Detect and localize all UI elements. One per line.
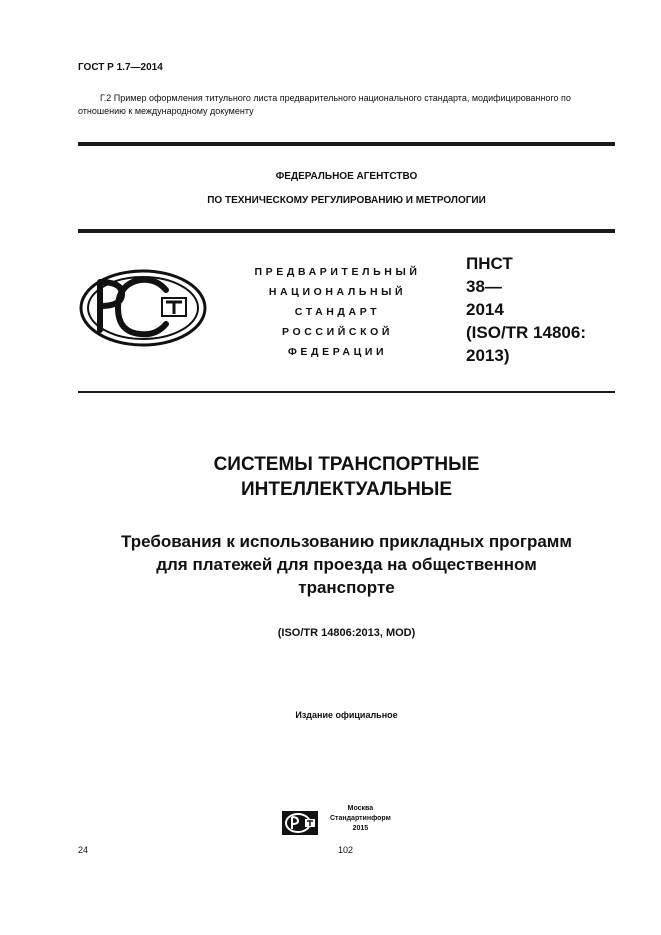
edition-label: Издание официальное (295, 710, 398, 720)
title-line-1: СИСТЕМЫ ТРАНСПОРТНЫЕ (213, 454, 480, 475)
agency-line-1: ФЕДЕРАЛЬНОЕ АГЕНТСТВО (275, 171, 418, 182)
designation-line-1: ПНСТ (466, 254, 513, 273)
designation-line-2: 38— (466, 277, 502, 296)
status-line-2: НАЦИОНАЛЬНЫЙ (268, 286, 407, 298)
agency-line-2: ПО ТЕХНИЧЕСКОМУ РЕГУЛИРОВАНИЮ И МЕТРОЛОГИИ (207, 195, 486, 206)
publisher-name: Стандартинформ (330, 815, 391, 822)
subtitle-line-2: для платежей для проезда на общественном (156, 555, 537, 574)
document-title (78, 452, 615, 502)
subtitle-line-3: транспорте (298, 578, 395, 597)
designation-line-3: 2014 (466, 300, 504, 319)
modification-note: (ISO/TR 14806:2013, MOD) (277, 627, 416, 639)
status-line-5: ФЕДЕРАЦИИ (287, 346, 388, 358)
standard-status (225, 262, 450, 362)
publisher-year: 2015 (352, 825, 369, 832)
designation-line-5: 2013) (466, 346, 510, 365)
page-number-center: 102 (338, 845, 354, 855)
publisher-city: Москва (347, 805, 374, 812)
publisher-info (330, 804, 391, 834)
document-subtitle (78, 530, 615, 599)
divider-top (78, 142, 615, 146)
document-id: ГОСТ Р 1.7—2014 (78, 62, 163, 73)
subtitle-line-1: Требования к использованию прикладных программ (121, 532, 572, 551)
status-line-3: СТАНДАРТ (294, 306, 381, 318)
divider-title (78, 391, 615, 393)
status-line-1: ПРЕДВАРИТЕЛЬНЫЙ (254, 266, 421, 278)
gost-logo-icon (78, 268, 208, 348)
status-line-4: РОССИЙСКОЙ (282, 326, 393, 338)
title-line-2: ИНТЕЛЛЕКТУАЛЬНЫЕ (241, 479, 452, 500)
designation-line-4: (ISO/TR 14806: (466, 323, 586, 342)
publisher-logo-icon (281, 810, 319, 836)
figure-caption: Г.2 Пример оформления титульного листа предварительного национального стандарта, модифицированного по отношению к международному документу (78, 93, 571, 116)
page-number-left: 24 (78, 845, 89, 855)
divider-agency (78, 229, 615, 233)
standard-designation (466, 252, 586, 367)
